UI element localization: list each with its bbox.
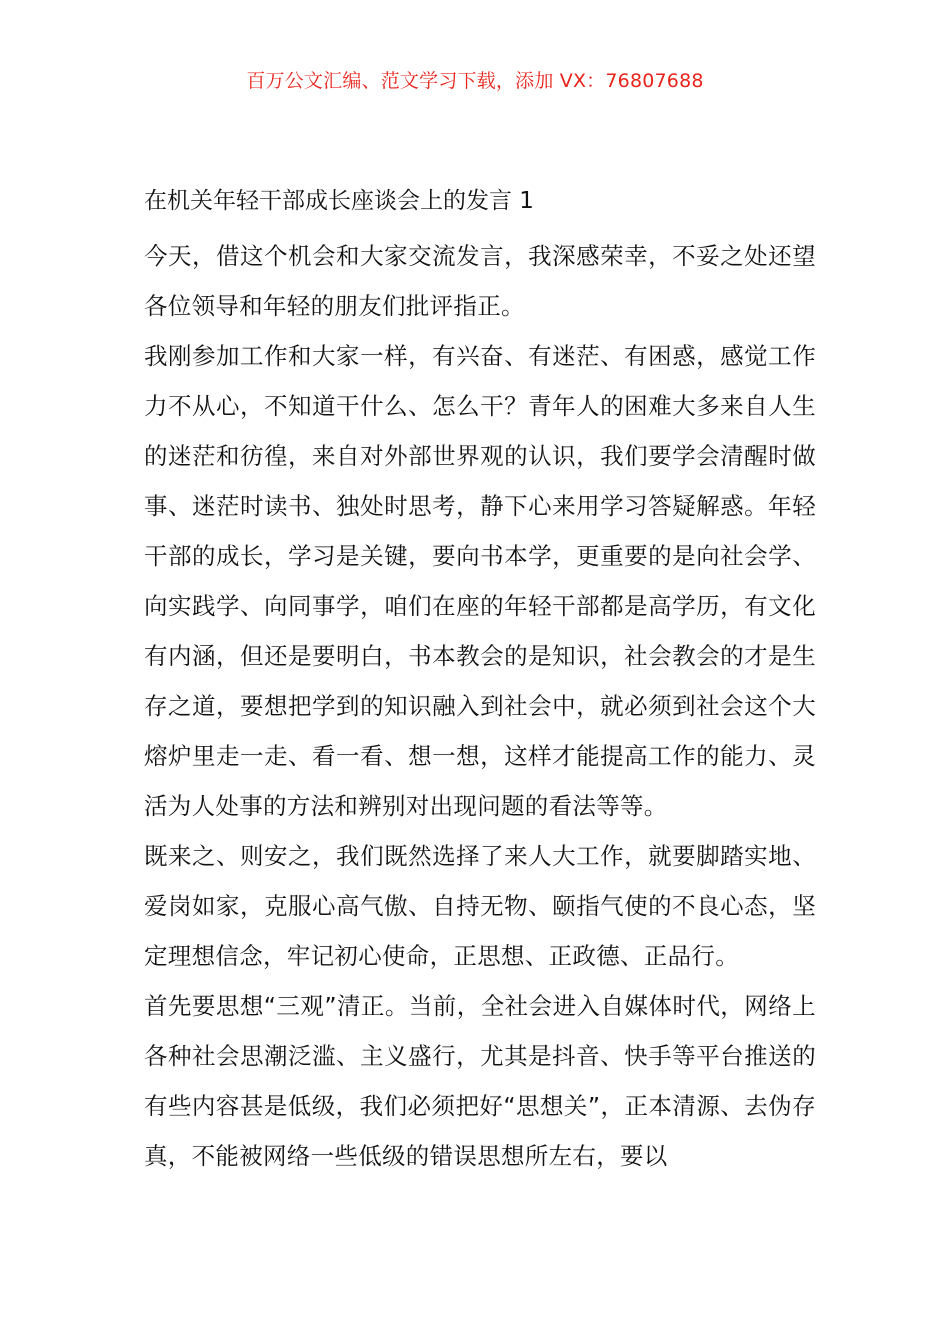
- paragraph-4: 首先要思想“三观”清正。当前，全社会进入自媒体时代，网络上各种社会思潮泛滥、主义盛行，尤其是抖音、快手等平台推送的有些内容甚是低级，我们必须把好“思想关”，正本清源、去伪存真，不能被网络一些低级的错误思想所左右，要以: [144, 992, 816, 1170]
- document-body: [144, 183, 816, 1181]
- paragraph-2: 我刚参加工作和大家一样，有兴奋、有迷茫、有困惑，感觉工作力不从心，不知道干什么、怎么干？青年人的困难大多来自人生的迷茫和彷徨，来自对外部世界观的认识，我们要学会清醒时做事、迷茫时读书、独处时思考，静下心来用学习答疑解惑。年轻干部的成长，学习是关键，要向书本学，更重要的是向社会学、向实践学、向同事学，咱们在座的年轻干部都是高学历，有文化有内涵，但还是要明白，书本教会的是知识，社会教会的才是生存之道，要想把学到的知识融入到社会中，就必须到社会这个大熔炉里走一走、看一看、想一想，这样才能提高工作的能力、灵活为人处事的方法和辨别对出现问题的看法等等。: [144, 342, 816, 820]
- document-title: 在机关年轻干部成长座谈会上的发言 1: [144, 188, 534, 214]
- paragraph-3: 既来之、则安之，我们既然选择了来人大工作，就要脚踏实地、爱岗如家，克服心高气傲、自持无物、颐指气使的不良心态，坚定理想信念，牢记初心使命，正思想、正政德、正品行。: [144, 842, 816, 970]
- header-note: 百万公文汇编、范文学习下载，添加 VX：76807688: [246, 70, 704, 92]
- paragraph-1: 今天，借这个机会和大家交流发言，我深感荣幸，不妥之处还望各位领导和年轻的朋友们批评指正。: [144, 242, 816, 320]
